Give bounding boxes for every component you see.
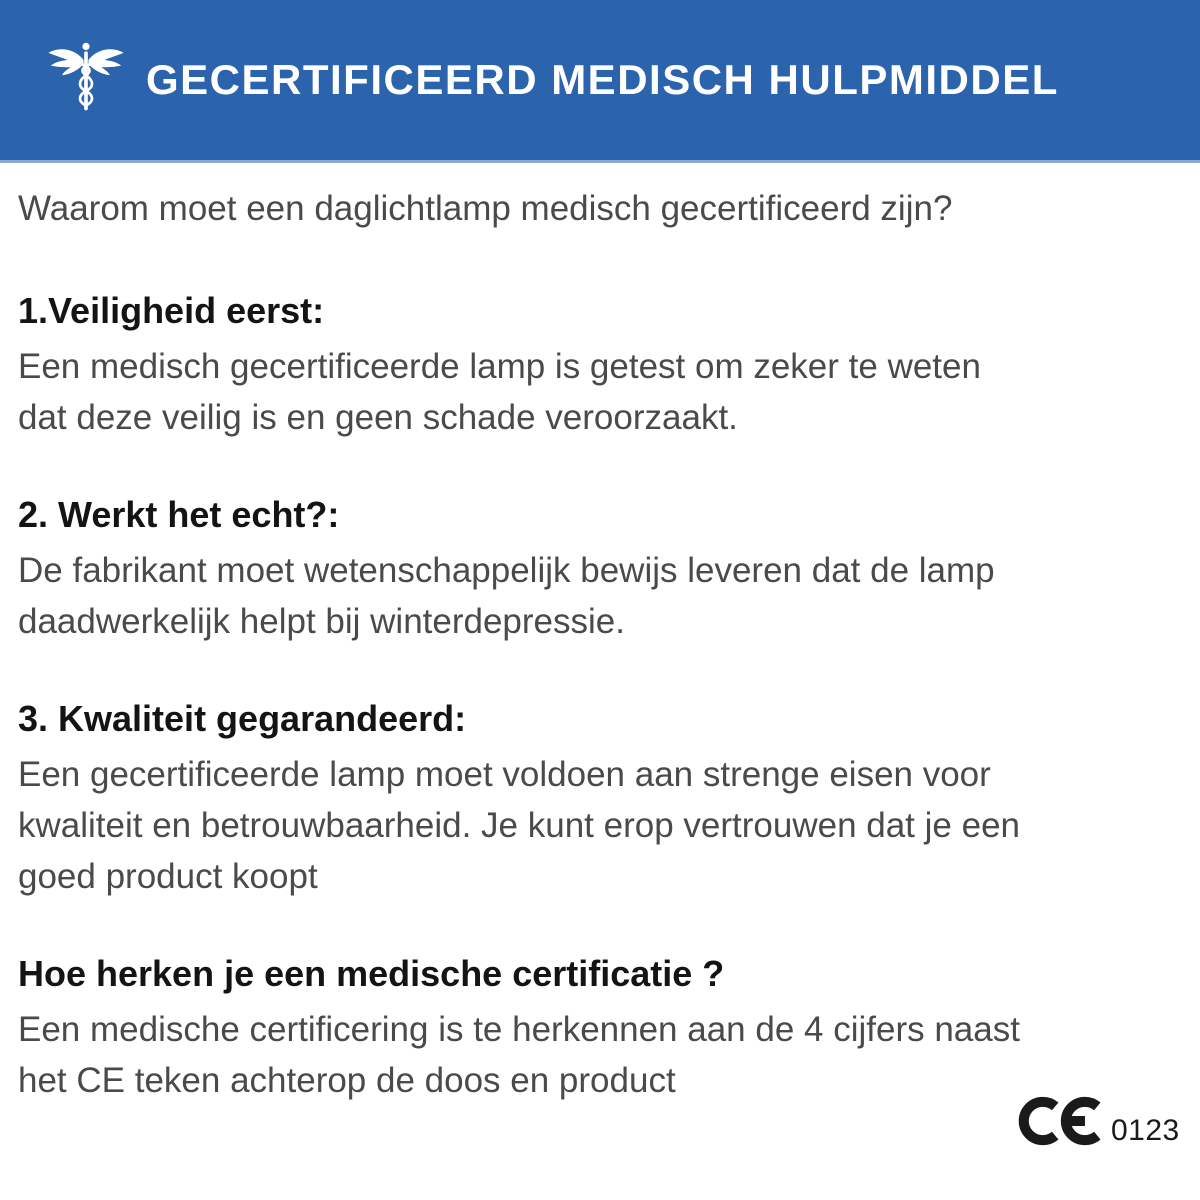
section-kwaliteit — [18, 697, 1190, 902]
body-line: het CE teken achterop de doos en product — [18, 1061, 676, 1100]
body-line: Een medische certificering is te herkennen aan de 4 cijfers naast — [18, 1010, 1020, 1049]
ce-number: 0123 — [1111, 1114, 1180, 1147]
body-line: daadwerkelijk helpt bij winterdepressie. — [18, 602, 625, 641]
header-banner — [0, 0, 1200, 163]
body-line: De fabrikant moet wetenschappelijk bewijs leveren dat de lamp — [18, 551, 995, 590]
section-werkt-het — [18, 493, 1190, 647]
body-line: dat deze veilig is en geen schade veroorzaakt. — [18, 398, 738, 437]
caduceus-icon — [46, 38, 126, 122]
section-herkennen — [18, 952, 1190, 1106]
section-heading: 2. Werkt het echt?: — [18, 494, 340, 535]
page-title: GECERTIFICEERD MEDISCH HULPMIDDEL — [146, 56, 1059, 103]
ce-mark — [1018, 1094, 1180, 1148]
body-line: goed product koopt — [18, 857, 318, 896]
body-line: Een medisch gecertificeerde lamp is getest om zeker te weten — [18, 347, 981, 386]
body-line: kwaliteit en betrouwbaarheid. Je kunt erop vertrouwen dat je een — [18, 806, 1020, 845]
intro-question: Waarom moet een daglichtlamp medisch gecertificeerd zijn? — [18, 189, 953, 228]
section-veiligheid — [18, 289, 1190, 443]
ce-symbol-icon — [1018, 1094, 1106, 1148]
section-heading: Hoe herken je een medische certificatie ? — [18, 953, 725, 994]
body-line: Een gecertificeerde lamp moet voldoen aan strenge eisen voor — [18, 755, 991, 794]
section-heading: 1.Veiligheid eerst: — [18, 290, 325, 331]
section-heading: 3. Kwaliteit gegarandeerd: — [18, 698, 467, 739]
content-area — [0, 163, 1200, 1106]
